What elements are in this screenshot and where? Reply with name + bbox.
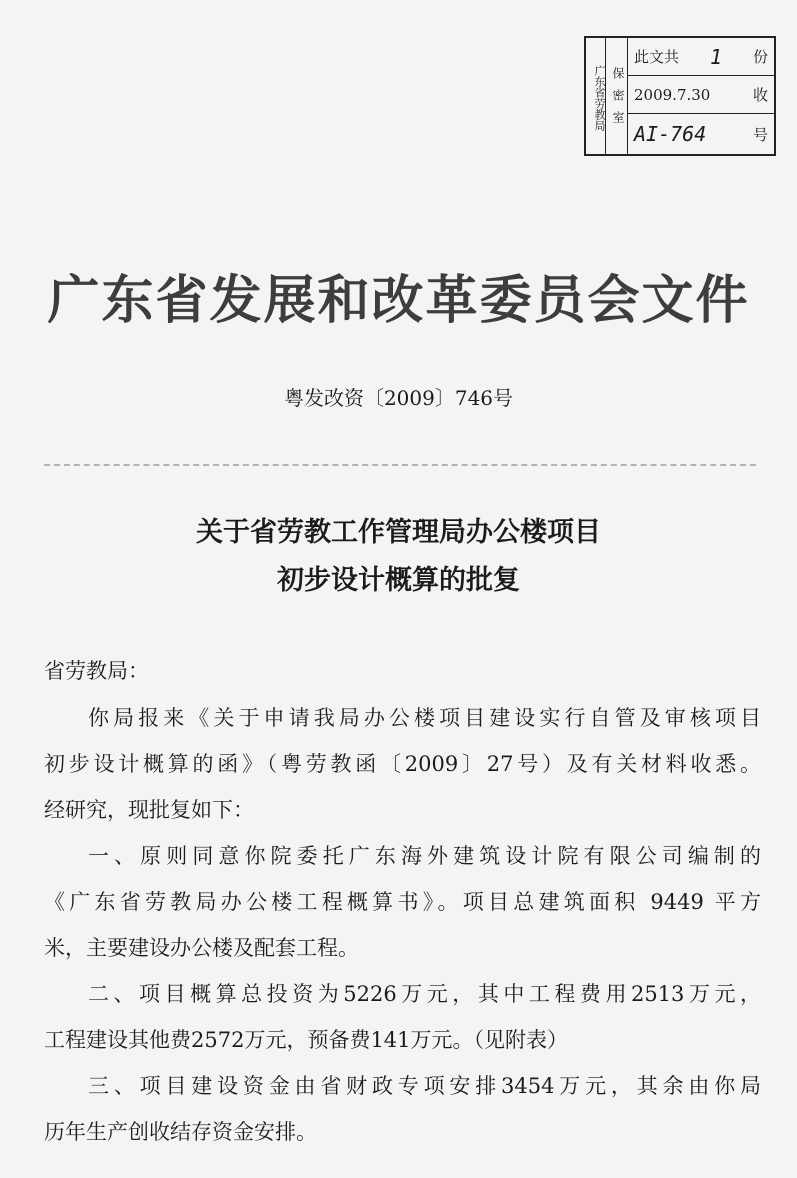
stamp-received-date: 2009.7.30	[634, 85, 711, 104]
salutation: 省劳教局：	[44, 659, 149, 683]
document-headline-line-1: 关于省劳教工作管理局办公楼项目	[196, 517, 601, 548]
body-line-10: 历年生产创收结存资金安排。	[44, 1120, 317, 1144]
stamp-rows	[628, 38, 774, 154]
stamp-copies-label: 此文共	[634, 48, 680, 66]
body-line-6: 米，主要建设办公楼及配套工程。	[44, 936, 359, 960]
stamp-copies-value: 1	[709, 44, 723, 69]
stamp-serial-row	[628, 115, 774, 153]
body-line-1: 你局报来《关于申请我局办公楼项目建设实行自管及审核项目	[88, 706, 761, 730]
receipt-stamp	[584, 36, 776, 156]
stamp-date-row	[628, 76, 774, 114]
body-line-3: 经研究，现批复如下：	[44, 798, 254, 822]
body-line-8: 工程建设其他费2572万元，预备费141万元。（见附表）	[44, 1028, 569, 1052]
header-divider	[44, 464, 756, 466]
document-headline-line-2: 初步设计概算的批复	[277, 565, 520, 596]
stamp-serial-value: AI-764	[634, 122, 707, 146]
stamp-copies-row	[628, 38, 774, 76]
body-line-2: 初步设计概算的函》（粤劳教函〔2009〕27号）及有关材料收悉。	[44, 752, 761, 776]
body-line-5: 《广东省劳教局办公楼工程概算书》。项目总建筑面积 9449 平方	[44, 890, 761, 914]
issuing-organization-title: 广东省发展和改革委员会文件	[47, 271, 750, 331]
document-number: 粤发改资〔2009〕746号	[283, 386, 514, 410]
stamp-received-label: 收	[752, 86, 768, 104]
stamp-office: 保密室	[606, 38, 628, 154]
body-line-7: 二、项目概算总投资为5226万元，其中工程费用2513万元，	[88, 982, 761, 1006]
body-line-4: 一、原则同意你院委托广东海外建筑设计院有限公司编制的	[88, 844, 761, 868]
stamp-organization: 广东省劳教局	[586, 38, 606, 154]
body-line-9: 三、项目建设资金由省财政专项安排3454万元，其余由你局	[88, 1074, 761, 1098]
stamp-copies-unit: 份	[752, 48, 768, 66]
stamp-serial-label: 号	[752, 125, 768, 144]
